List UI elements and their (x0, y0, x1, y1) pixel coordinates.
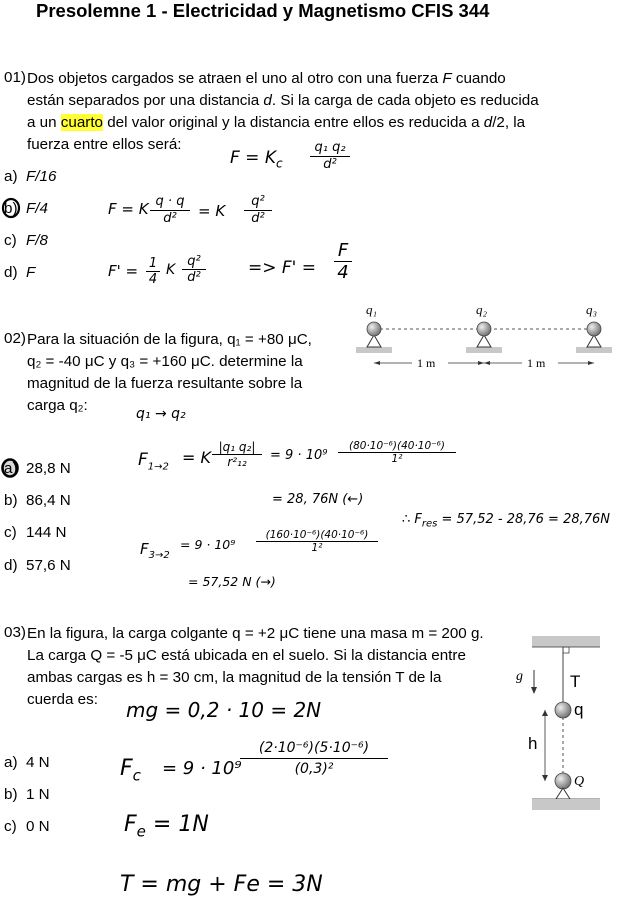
q3-line-4: cuerda es: (27, 691, 98, 708)
q3-hand-fe: $F_e = 1N$ (124, 812, 209, 841)
q1-hand-eq3: F' = (108, 262, 139, 280)
q2-option-b[interactable]: b) 86,4 N (4, 492, 71, 509)
q3-line-3: ambas cargas es h = 30 cm, la magnitud de la tensión T de la (27, 669, 442, 686)
q3-label-q: q (574, 700, 584, 719)
q3-hand-fc-frac: (2·10⁻⁶)(5·10⁻⁶) (0,3)² (240, 740, 388, 777)
q2-option-a[interactable]: a) 28,8 N (4, 460, 71, 477)
q1-hand-eq3-quarter: 1 4 (146, 256, 160, 287)
q2-hand-f32: $F_{3\to 2}$ (140, 540, 170, 561)
q3-charge-Q (555, 773, 571, 789)
q3-hand-tension: T = mg + Fe = 3N (120, 872, 323, 897)
q3-label-g: g (516, 669, 523, 684)
q2-option-c[interactable]: c) 144 N (4, 524, 67, 541)
q3-hand-fc: $F_c$ (120, 756, 141, 785)
q2-distance-2: 1 m (527, 356, 546, 370)
q3-hand-mg: mg = 0,2 · 10 = 2N (126, 698, 322, 722)
q2-option-d[interactable]: d) 57,6 N (4, 557, 71, 574)
q3-option-b[interactable]: b) 1 N (4, 786, 50, 803)
q2-figure (350, 302, 615, 372)
q2-hand-f12-result: = 28, 76N (←) (272, 492, 364, 507)
q1-hand-eq2: F = K (108, 200, 149, 218)
q2-hand-f12-values: (80·10⁻⁶)(40·10⁻⁶) 1² (338, 440, 456, 465)
q2-hand-q1-q2: q₁ → q₂ (136, 406, 186, 422)
page-title: Presolemne 1 - Electricidad y Magnetismo CFIS 344 (36, 0, 490, 21)
q2-charge-2 (466, 322, 502, 353)
q2-hand-f12: $F_{1\to 2}$ (138, 450, 169, 473)
q2-charge-1 (356, 322, 392, 353)
q1-option-d[interactable]: d) F (4, 264, 36, 281)
q2-statement (27, 330, 312, 415)
q1-line-3: a un cuarto del valor original y la distancia entre ellos es reducida a d/2, la (27, 114, 526, 131)
q3-hand-fc-const: = 9 · 10⁹ (162, 758, 242, 779)
q2-distance-1: 1 m (417, 356, 436, 370)
q2-hand-fres: ∴ $F_{res} = 57,52 - 28,76 = 28,76N$ (402, 512, 611, 530)
q2-hand-f12-frac: |q₁ q₂| r²₁₂ (212, 440, 262, 469)
q3-ceiling (532, 636, 600, 647)
q1-hand-eq1-frac: q₁ q₂ d² (310, 140, 350, 172)
q2-label-q2: q₂ (476, 302, 488, 317)
q2-line-2: q₂ = -40 μC y q₃ = +160 μC. determine la (27, 353, 303, 370)
q3-label-T: T (570, 672, 581, 691)
q1-option-b[interactable]: b) F/4 (4, 200, 48, 217)
q2-hand-f12-k: = K (182, 448, 211, 467)
q3-option-c[interactable]: c) 0 N (4, 818, 50, 835)
q2-line-1: Para la situación de la figura, q₁ = +80 μC, (27, 331, 312, 348)
q1-hand-eq3-k: K (166, 262, 176, 278)
q3-label-h: h (528, 734, 538, 753)
q2-hand-f32-values: (160·10⁻⁶)(40·10⁻⁶) 1² (256, 529, 378, 554)
q1-hand-result-frac: F 4 (334, 240, 352, 283)
q1-number: 01) (4, 69, 26, 86)
q2-hand-f32-result: = 57,52 N (→) (188, 574, 276, 589)
q1-line-2: están separados por una distancia d. Si la carga de cada objeto es reducida (27, 92, 539, 109)
q2-number: 02) (4, 330, 26, 347)
q1-hand-eq1: $F = K_c$ (230, 148, 283, 171)
q2-label-q3: q₃ (586, 302, 598, 317)
q1-option-c[interactable]: c) F/8 (4, 232, 48, 249)
q2-charge-3 (576, 322, 612, 353)
q3-charge-q (555, 702, 571, 718)
q1-hand-result: => F' = (248, 258, 316, 278)
q2-label-q1: q₁ (366, 302, 378, 317)
q1-line-4: fuerza entre ellos será: (27, 136, 182, 153)
q3-option-a[interactable]: a) 4 N (4, 754, 50, 771)
q3-floor (532, 799, 600, 810)
q2-hand-f32-const: = 9 · 10⁹ (180, 537, 236, 552)
q2-hand-f12-const: = 9 · 10⁹ (270, 448, 328, 463)
highlight-cuarto: cuarto (60, 114, 103, 131)
q3-label-Q: Q (574, 774, 585, 789)
q1-hand-eq2-frac: q · q d² (150, 194, 190, 226)
q3-number: 03) (4, 624, 26, 641)
q1-hand-eq2b: = K (198, 202, 226, 220)
q3-figure (500, 632, 604, 816)
q3-line-1: En la figura, la carga colgante q = +2 μC tiene una masa m = 200 g. (27, 625, 484, 642)
q1-answer-circle (3, 199, 19, 217)
q3-line-2: La carga Q = -5 μC está ubicada en el suelo. Si la distancia entre (27, 647, 466, 664)
q1-option-a[interactable]: a) F/16 (4, 168, 57, 185)
q1-line-1: Dos objetos cargados se atraen el uno al otro con una fuerza F cuando (27, 70, 506, 87)
q2-line-4: carga q₂: (27, 397, 88, 414)
q1-hand-eq2-frac2: q² d² (244, 194, 272, 226)
q2-line-3: magnitud de la fuerza resultante sobre la (27, 375, 303, 392)
q3-statement (27, 624, 484, 709)
q1-hand-eq3-frac: q² d² (182, 254, 206, 285)
